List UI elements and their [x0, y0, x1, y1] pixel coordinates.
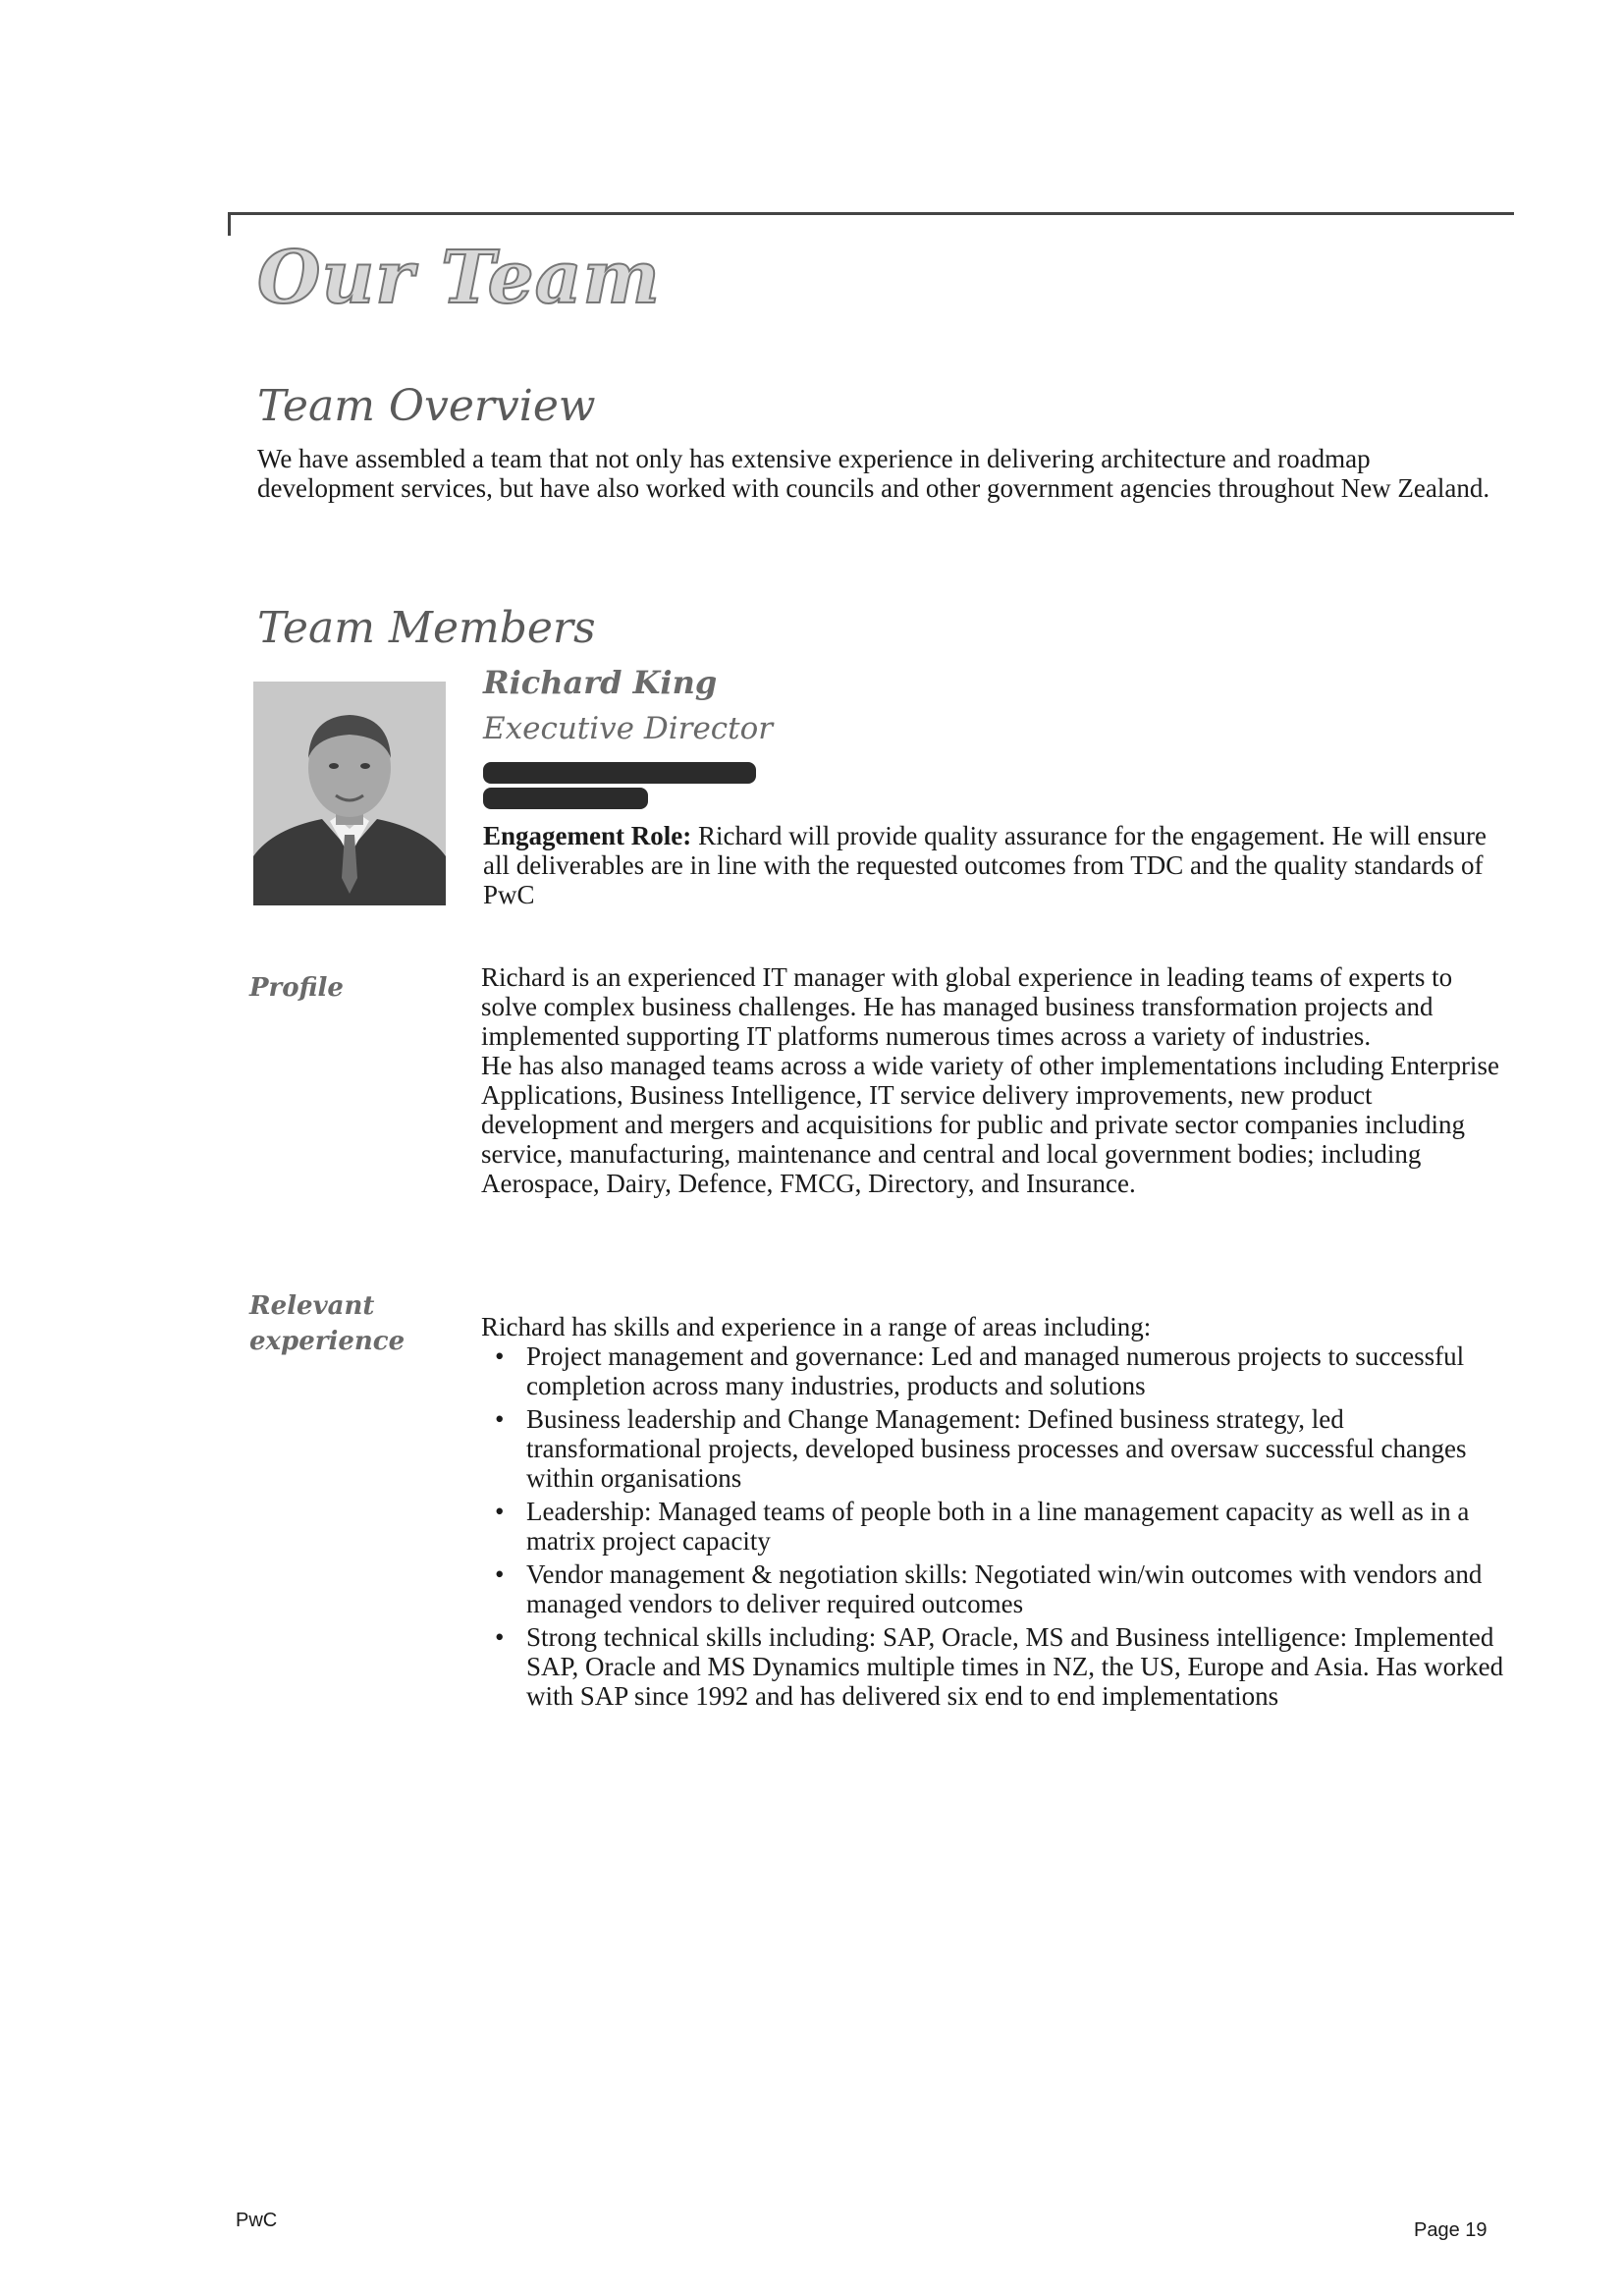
- member-photo: [253, 682, 446, 905]
- bullet-icon: •: [495, 1341, 505, 1371]
- engagement-role-label: Engagement Role:: [483, 821, 692, 850]
- bullet-icon: •: [495, 1497, 505, 1526]
- top-rule: [228, 212, 1514, 215]
- bullet-icon: •: [495, 1404, 505, 1434]
- profile-paragraph: He has also managed teams across a wide variety of other implementations including Enterprise Applications, Business Intelligence, IT service delivery improvements, new product development and mergers and acquisitions for public and private sector companies including service, manufacturing, maintenance and central and local government bodies; including Aerospace, Dairy, Defence, FMCG, Directory, and Insurance.: [481, 1051, 1499, 1198]
- member-title: Executive Director: [483, 711, 774, 746]
- relevant-experience-intro: Richard has skills and experience in a range of areas including:: [481, 1312, 1152, 1341]
- profile-text: [481, 962, 1512, 1198]
- top-rule-tick: [228, 212, 231, 236]
- footer-company: PwC: [236, 2210, 278, 2231]
- list-item: • Project management and governance: Led and managed numerous projects to successful completion across many industries, products and solutions: [495, 1341, 1465, 1400]
- team-members-heading: Team Members: [257, 603, 596, 653]
- list-item: • Leadership: Managed teams of people both in a line management capacity as well as in a matrix project capacity: [495, 1497, 1470, 1556]
- portrait-icon: [253, 682, 446, 905]
- profile-paragraph: Richard is an experienced IT manager with global experience in leading teams of experts to solve complex business challenges. He has managed business transformation projects and implemented supporting IT platforms numerous times across a variety of industries.: [481, 962, 1453, 1051]
- team-overview-text: We have assembled a team that not only has extensive experience in delivering architecture and roadmap development services, but have also worked with councils and other government agencies throughout New Zealand.: [257, 444, 1490, 503]
- bullet-icon: •: [495, 1559, 505, 1589]
- list-item: • Business leadership and Change Management: Defined business strategy, led transformational projects, developed business processes and oversaw successful changes within organisations: [495, 1404, 1467, 1493]
- list-item: • Vendor management & negotiation skills: Negotiated win/win outcomes with vendors and managed vendors to deliver required outcomes: [495, 1559, 1483, 1618]
- engagement-role: [483, 821, 1504, 909]
- redaction-bar: [483, 762, 756, 784]
- team-overview-heading: Team Overview: [257, 381, 596, 431]
- redaction-bar: [483, 788, 648, 809]
- profile-label: Profile: [249, 973, 344, 1003]
- list-item: • Strong technical skills including: SAP, Oracle, MS and Business intelligence: Implemented SAP, Oracle and MS Dynamics multiple times in NZ, the US, Europe and Asia. Has worked with SAP since 1992 and has delivered six end to end implementations: [495, 1622, 1504, 1711]
- page-number: Page 19: [1414, 2219, 1488, 2241]
- page-title: Our Team: [257, 236, 661, 320]
- engagement-role-text: Richard will provide quality assurance for the engagement. He will ensure all deliverables are in line with the requested outcomes from TDC and the quality standards of PwC: [483, 821, 1487, 909]
- bullet-icon: •: [495, 1622, 505, 1652]
- member-name: Richard King: [483, 664, 718, 701]
- relevant-experience-label: Relevant experience: [249, 1291, 406, 1356]
- relevant-experience-list: [481, 1341, 1512, 1715]
